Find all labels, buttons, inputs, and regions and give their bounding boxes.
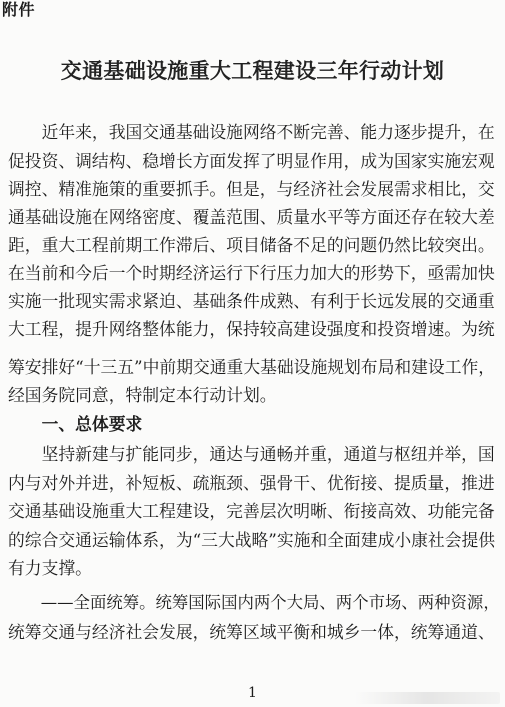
body-line-3: 调控、精准施策的重要抓手。但是，与经济社会发展需求相比，交: [8, 179, 495, 199]
watermark-logo: [355, 692, 500, 704]
section-heading-general-requirements: 一、总体要求: [8, 414, 143, 434]
body-line-17: 统筹交通与经济社会发展，统筹区域平衡和城乡一体，统筹通道、: [8, 622, 495, 642]
body-line-10: 经国务院同意，特制定本行动计划。: [8, 385, 277, 405]
body-line-4: 通基础设施在网络密度、覆盖范围、质量水平等方面还存在较大差: [8, 207, 495, 227]
body-line-11: 坚持新建与扩能同步，通达与通畅并重，通道与枢纽并举，国: [8, 444, 495, 464]
body-line-9: 筹安排好“十三五”中前期交通重大基础设施规划布局和建设工作，: [8, 357, 496, 377]
body-line-14: 的综合交通运输体系，为“三大战略”实施和全面建成小康社会提供: [8, 530, 496, 550]
body-line-6: 在当前和今后一个时期经济运行下行压力加大的形势下，亟需加快: [8, 263, 495, 283]
body-line-7: 实施一批现实需求紧迫、基础条件成熟、有利于长远发展的交通重: [8, 291, 495, 311]
body-line-5: 距，重大工程前期工作滞后、项目储备不足的问题仍然比较突出。: [8, 235, 495, 255]
body-line-16: ——全面统筹。统筹国际国内两个大局、两个市场、两种资源，: [8, 593, 500, 612]
body-line-13: 交通基础设施重大工程建设，完善层次明晰、衔接高效、功能完备: [8, 501, 495, 521]
attachment-label: 附件: [2, 0, 36, 19]
document-title: 交通基础设施重大工程建设三年行动计划: [60, 59, 445, 83]
page-number: 1: [248, 685, 257, 701]
body-line-15: 有力支撑。: [8, 558, 92, 578]
body-line-8: 大工程，提升网络整体能力，保持较高建设强度和投资增速。为统: [8, 319, 495, 339]
body-line-12: 内与对外并进，补短板、疏瓶颈、强骨干、优衔接、提质量，推进: [8, 473, 495, 493]
body-line-2: 促投资、调结构、稳增长方面发挥了明显作用，成为国家实施宏观: [8, 151, 495, 171]
body-line-1: 近年来，我国交通基础设施网络不断完善、能力逐步提升，在: [8, 122, 495, 142]
